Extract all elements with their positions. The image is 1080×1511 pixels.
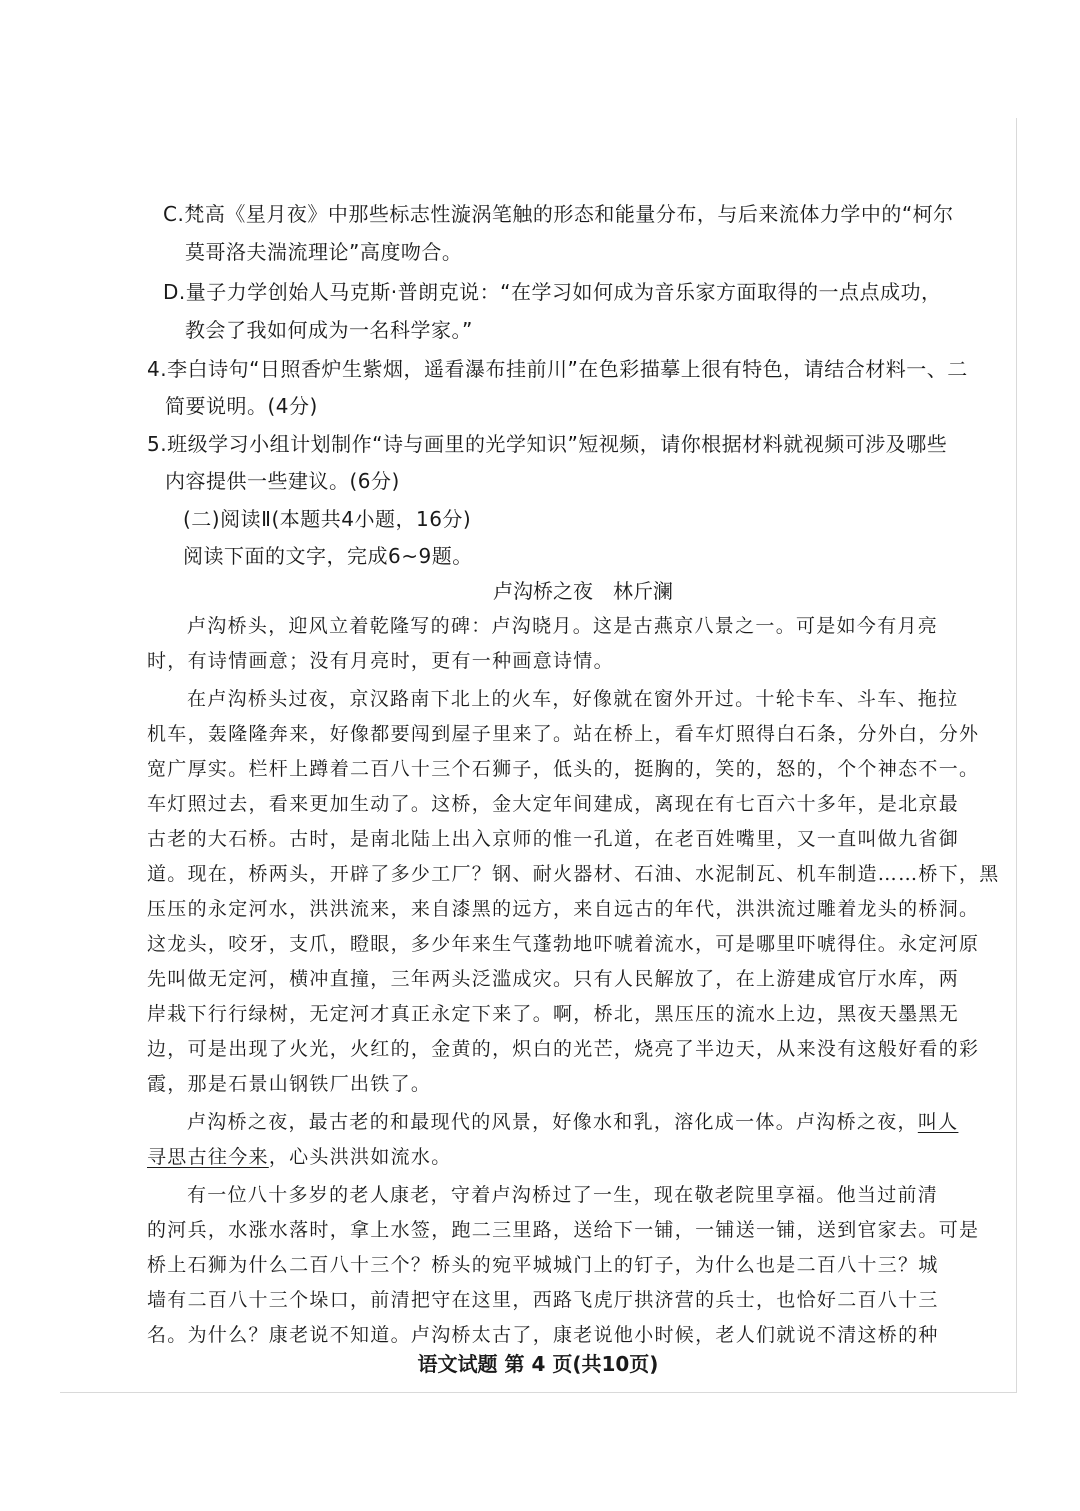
paragraph-3-line-1 — [187, 1104, 1016, 1140]
paragraph-2-line: 边，可是出现了火光，火红的，金黄的，炽白的光芒，烧亮了半边天，从来没有这般好看的彩 — [147, 1038, 980, 1060]
paragraph-2-line: 岸栽下行行绿树，无定河才真正永定下来了。啊，桥北，黑压压的流水上边，黑夜天墨黑无 — [147, 1003, 960, 1025]
option-c-line-1: C.梵高《星月夜》中那些标志性漩涡笔触的形态和能量分布，与后来流体力学中的“柯尔 — [163, 202, 954, 226]
option-c-line-2: 莫哥洛夫湍流理论”高度吻合。 — [185, 240, 463, 264]
paragraph-2-line: 机车，轰隆隆奔来，好像都要闯到屋子里来了。站在桥上，看车灯照得白石条，分外白，分外 — [147, 723, 980, 745]
paragraph-2-line: 宽广厚实。栏杆上蹲着二百八十三个石狮子，低头的，挺胸的，笑的，怒的，个个神态不一。 — [147, 758, 980, 780]
exam-page — [60, 118, 1017, 1393]
underlined-phrase-start: 叫人 — [917, 1111, 959, 1133]
underlined-phrase-end: 寻思古往今来 — [147, 1146, 269, 1168]
paragraph-2-line: 这龙头，咬牙，支爪，瞪眼，多少年来生气蓬勃地吓唬着流水，可是哪里吓唬得住。永定河原 — [147, 933, 980, 955]
paragraph-2-line: 霞，那是石景山钢铁厂出铁了。 — [147, 1073, 432, 1095]
option-d-line-1: D.量子力学创始人马克斯·普朗克说：“在学习如何成为音乐家方面取得的一点点成功， — [163, 280, 942, 304]
question-5-line-1: 5.班级学习小组计划制作“诗与画里的光学知识”短视频，请你根据材料就视频可涉及哪些 — [147, 432, 948, 456]
section-heading: (二)阅读Ⅱ(本题共4小题，16分) — [183, 507, 472, 531]
paragraph-4-line: 的河兵，水涨水落时，拿上水签，跑二三里路，送给下一铺，一铺送一铺，送到官家去。可是 — [147, 1219, 980, 1241]
paragraph-4-line: 名。为什么？康老说不知道。卢沟桥太古了，康老说他小时候，老人们就说不清这桥的种 — [147, 1324, 939, 1346]
paragraph-1-line: 时，有诗情画意；没有月亮时，更有一种画意诗情。 — [147, 650, 614, 672]
paragraph-4-line: 桥上石狮为什么二百八十三个？桥头的宛平城城门上的钉子，为什么也是二百八十三？城 — [147, 1254, 939, 1276]
paragraph-2-line: 道。现在，桥两头，开辟了多少工厂？钢、耐火器材、石油、水泥制瓦、机车制造……桥下，黑 — [147, 863, 1000, 885]
paragraph-1-line: 卢沟桥头，迎风立着乾隆写的碑：卢沟晓月。这是古燕京八景之一。可是如今有月亮 — [187, 615, 939, 637]
paragraph-2-line: 先叫做无定河，横冲直撞，三年两头泛滥成灾。只有人民解放了，在上游建成官厅水库，两 — [147, 968, 960, 990]
option-d-line-2: 教会了我如何成为一名科学家。” — [185, 318, 473, 342]
question-4-line-2: 简要说明。(4分) — [165, 394, 318, 418]
question-5-line-2: 内容提供一些建议。(6分) — [165, 469, 400, 493]
paragraph-3-line-2 — [147, 1139, 1016, 1175]
paragraph-2-line: 在卢沟桥头过夜，京汉路南下北上的火车，好像就在窗外开过。十轮卡车、斗车、拖拉 — [187, 688, 959, 710]
paragraph-2-line: 古老的大石桥。古时，是南北陆上出入京师的惟一孔道，在老百姓嘴里，又一直叫做九省御 — [147, 828, 960, 850]
paragraph-3-text: ，心头洪洪如流水。 — [268, 1146, 452, 1168]
paragraph-4-line: 有一位八十多岁的老人康老，守着卢沟桥过了一生，现在敬老院里享福。他当过前清 — [187, 1184, 939, 1206]
paragraph-2-line: 车灯照过去，看来更加生动了。这桥，金大定年间建成，离现在有七百六十多年，是北京最 — [147, 793, 960, 815]
question-4-line-1: 4.李白诗句“日照香炉生紫烟，遥看瀑布挂前川”在色彩描摹上很有特色，请结合材料一、二 — [147, 357, 968, 381]
page-footer: 语文试题 第 4 页(共10页) — [417, 1352, 659, 1376]
paragraph-2-line: 压压的永定河水，洪洪流来，来自漆黑的远方，来自远古的年代，洪洪流过雕着龙头的桥洞。 — [147, 898, 980, 920]
section-instruction: 阅读下面的文字，完成6~9题。 — [183, 544, 473, 568]
article-title: 卢沟桥之夜 林斤澜 — [493, 579, 673, 603]
paragraph-3-text: 卢沟桥之夜，最古老的和最现代的风景，好像水和乳，溶化成一体。卢沟桥之夜， — [187, 1111, 918, 1133]
paragraph-4-line: 墙有二百八十三个垛口，前清把守在这里，西路飞虎厅拱济营的兵士，也恰好二百八十三 — [147, 1289, 939, 1311]
